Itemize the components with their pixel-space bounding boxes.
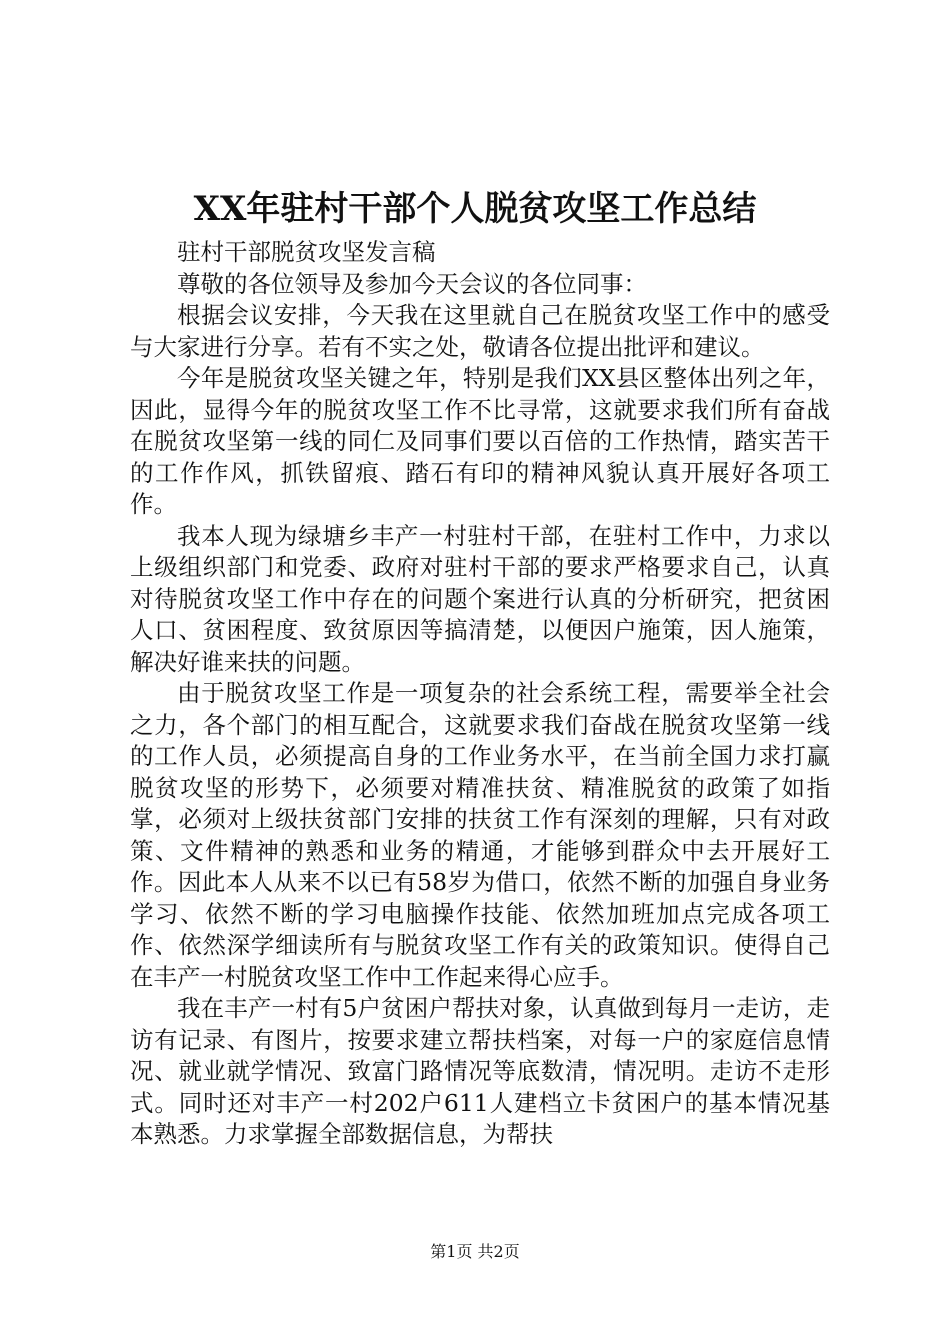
document-title: XX年驻村干部个人脱贫攻坚工作总结 (193, 189, 757, 229)
paragraph: 今年是脱贫攻坚关键之年，特别是我们XX县区整体出列之年，因此，显得今年的脱贫攻坚工作不比寻常，这就要求我们所有奋战在脱贫攻坚第一线的同仁及同事们要以百倍的工作热情，踏实苦干的工作作风，抓铁留痕、踏石有印的精神风貌认真开展好各项工作。 (130, 364, 830, 518)
paragraph: 我本人现为绿塘乡丰产一村驻村干部，在驻村工作中，力求以上级组织部门和党委、政府对驻村干部的要求严格要求自己，认真对待脱贫攻坚工作中存在的问题个案进行认真的分析研究，把贫困人口、贫困程度、致贫原因等搞清楚，以便因户施策，因人施策，解决好谁来扶的问题。 (130, 521, 830, 676)
paragraph: 根据会议安排，今天我在这里就自己在脱贫攻坚工作中的感受与大家进行分享。若有不实之处，敬请各位提出批评和建议。 (130, 301, 830, 361)
paragraph-speech-title: 驻村干部脱贫攻坚发言稿 (177, 238, 436, 266)
document-body (130, 237, 830, 1151)
paragraph-salutation: 尊敬的各位领导及参加今天会议的各位同事： (177, 269, 647, 298)
page-footer: 第1页 共2页 (430, 1242, 520, 1261)
paragraph: 我在丰产一村有5户贫困户帮扶对象，认真做到每月一走访，走访有记录、有图片，按要求建立帮扶档案，对每一户的家庭信息情况、就业就学情况、致富门路情况等底数清，情况明。走访不走形式。同时还对丰产一村202户611人建档立卡贫困户的基本情况基本熟悉。力求掌握全部数据信息，为帮扶 (130, 994, 830, 1148)
paragraph: 由于脱贫攻坚工作是一项复杂的社会系统工程，需要举全社会之力，各个部门的相互配合，这就要求我们奋战在脱贫攻坚第一线的工作人员，必须提高自身的工作业务水平，在当前全国力求打赢脱贫攻坚的形势下，必须要对精准扶贫、精准脱贫的政策了如指掌，必须对上级扶贫部门安排的扶贫工作有深刻的理解，只有对政策、文件精神的熟悉和业务的精通，才能够到群众中去开展好工作。因此本人从来不以已有58岁为借口，依然不断的加强自身业务学习、依然不断的学习电脑操作技能、依然加班加点完成各项工作、依然深学细读所有与脱贫攻坚工作有关的政策知识。使得自己在丰产一村脱贫攻坚工作中工作起来得心应手。 (130, 679, 830, 991)
